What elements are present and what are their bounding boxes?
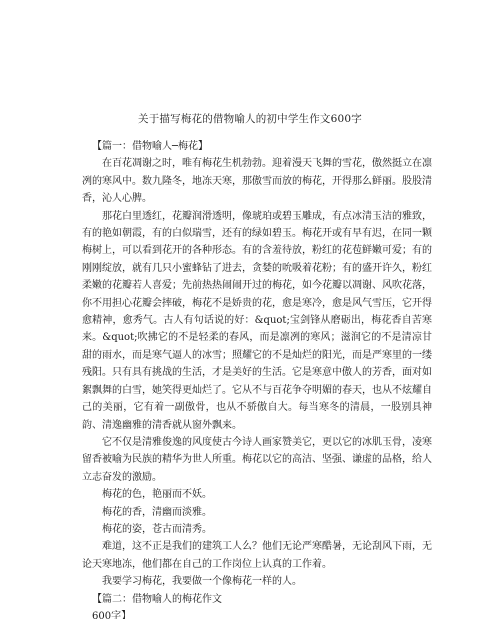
section-heading-2: 【篇二：借物喻人的梅花作文 bbox=[92, 593, 222, 605]
paragraph-6: 梅花的姿，苍古而清秀。 bbox=[102, 523, 212, 535]
paragraph-2: 那花白里透红，花瓣润滑透明，像琥珀或碧玉雕成，有点冰清玉洁的雅致，有的艳如朝霞，有的白似瑞雪，还有的绿如碧玉。梅花开或有早有迟，在同一颗梅树上，可以看到花开的各种形态。有的含羞待放，粉红的花苞鲜嫩可爱；有的刚刚绽放，就有几只小蜜蜂钻了进去，贪婪的吮吸着花粉；有的盛开许久，粉红柔嫩的花瓣若人喜爱；先前热热闹闹开过的梅花，如今花瓣以凋谢、风吹花落，你不用担心花瓣会摔破，梅花不是娇贵的花，愈是寒冷，愈是风气雪压，它开得愈精神，愈秀气。古人有句话说的好：&quot;宝剑锋从磨砺出，梅花香自苦寒来。&quot;吹拂它的不是轻柔的春风，而是凛冽的寒风；滋润它的不是清凉甘甜的雨水，而是寒气逼人的冰雪；照耀它的不是灿烂的阳光，而是严寒里的一缕残阳。只有具有挑战的生活，才是美好的生活。它是寒意中傲人的芳香，面对如絮飘舞的白雪，她笑得更灿烂了。它从不与百花争夺明媚的春天，也从不炫耀自己的美丽，它有着一副傲骨，也从不骄傲自大。每当寒冬的清晨，一股别具神韵、清逸幽雅的清香就从窗外飘来。 bbox=[82, 210, 432, 431]
document-body bbox=[82, 138, 432, 619]
paragraph-8: 我要学习梅花，我要做一个像梅花一样的人。 bbox=[102, 576, 302, 588]
paragraph-1: 在百花凋谢之时，唯有梅花生机勃勃。迎着漫天飞舞的雪花，傲然挺立在凛冽的寒风中。数九隆冬，地冻天寒，那傲雪而放的梅花，开得那么鲜丽。股股清香，沁人心脾。 bbox=[82, 158, 432, 205]
document-title: 关于描写梅花的借物喻人的初中学生作文600字 bbox=[138, 113, 362, 125]
footer-cut-text: 600字】 bbox=[92, 610, 132, 619]
paragraph-7: 难道，这不正是我们的建筑工人么？他们无论严寒酷暑，无论刮风下雨，无论天寒地冻，他们都在自己的工作岗位上认真的工作着。 bbox=[82, 541, 432, 570]
paragraph-4: 梅花的色，艳丽而不妖。 bbox=[102, 489, 212, 501]
section-heading-1: 【篇一：借物喻人─梅花】 bbox=[92, 141, 209, 152]
paragraph-3: 它不仅是清雅俊逸的风度使古今诗人画家赞美它，更以它的冰肌玉骨，凌寒留香被喻为民族的精华为世人所重。梅花以它的高洁、坚强、谦虚的品格，给人立志奋发的激励。 bbox=[82, 436, 432, 483]
paragraph-5: 梅花的香，清幽而淡雅。 bbox=[102, 506, 212, 518]
